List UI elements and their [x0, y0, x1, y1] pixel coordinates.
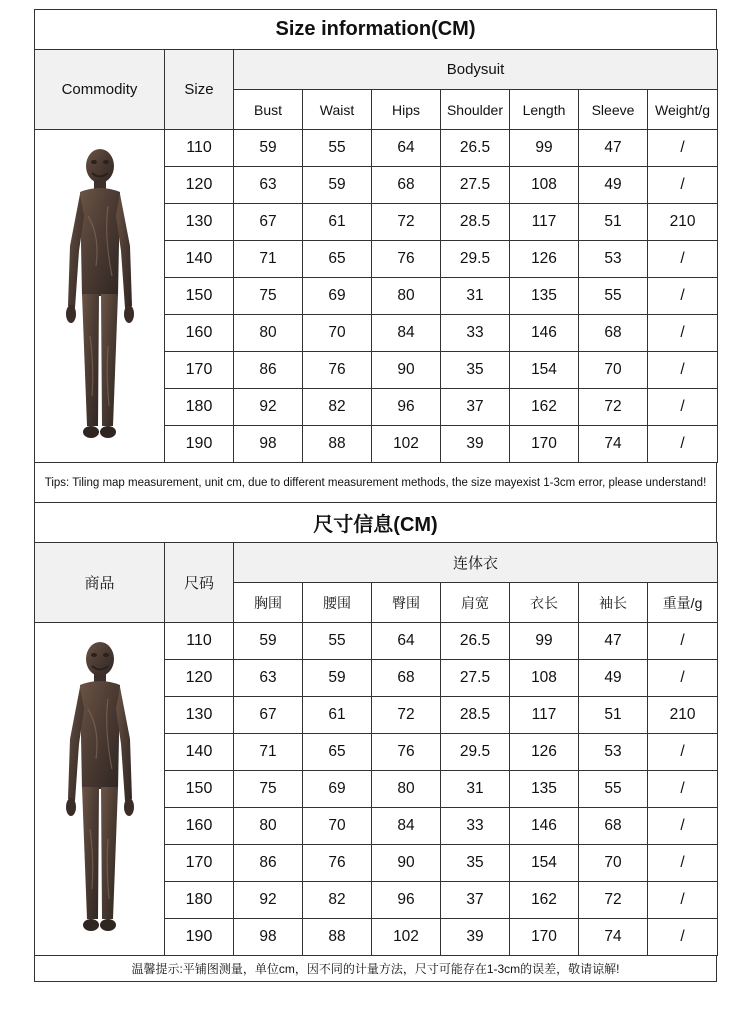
measurement-cell: 75: [234, 278, 303, 315]
measurement-cell: 49: [579, 167, 648, 204]
measurement-cell: 47: [579, 130, 648, 167]
size-cell: 150: [165, 771, 234, 808]
measurement-cell: 80: [372, 771, 441, 808]
measurement-cell: 63: [234, 660, 303, 697]
measurement-cell: 55: [579, 278, 648, 315]
measurement-cell: 74: [579, 426, 648, 463]
column-header: 肩宽: [441, 583, 510, 623]
size-cell: 170: [165, 352, 234, 389]
measurement-cell: 108: [510, 167, 579, 204]
measurement-cell: 33: [441, 808, 510, 845]
column-header: Shoulder: [441, 90, 510, 130]
measurement-cell: /: [648, 167, 718, 204]
measurement-cell: 27.5: [441, 167, 510, 204]
measurement-cell: 76: [303, 845, 372, 882]
measurement-cell: 74: [579, 919, 648, 956]
measurement-cell: 96: [372, 882, 441, 919]
measurement-cell: 51: [579, 697, 648, 734]
measurement-cell: 135: [510, 278, 579, 315]
measurement-cell: 84: [372, 315, 441, 352]
measurement-cell: 88: [303, 919, 372, 956]
commodity-header: 商品: [35, 543, 165, 623]
bodysuit-header: Bodysuit: [234, 50, 718, 90]
measurement-cell: 76: [303, 352, 372, 389]
measurement-cell: 86: [234, 352, 303, 389]
measurement-cell: 90: [372, 352, 441, 389]
measurement-cell: 108: [510, 660, 579, 697]
measurement-cell: 146: [510, 315, 579, 352]
measurement-cell: /: [648, 389, 718, 426]
measurement-cell: 76: [372, 241, 441, 278]
column-header: 腰围: [303, 583, 372, 623]
measurement-cell: /: [648, 919, 718, 956]
measurement-cell: 63: [234, 167, 303, 204]
measurement-cell: 154: [510, 845, 579, 882]
table-row: [35, 623, 718, 660]
measurement-cell: 70: [303, 808, 372, 845]
size-cell: 190: [165, 919, 234, 956]
measurement-cell: 170: [510, 426, 579, 463]
measurement-cell: /: [648, 882, 718, 919]
measurement-cell: 59: [303, 167, 372, 204]
size-cell: 180: [165, 389, 234, 426]
measurement-cell: 84: [372, 808, 441, 845]
measurement-cell: 59: [234, 130, 303, 167]
column-header: Length: [510, 90, 579, 130]
column-header: Sleeve: [579, 90, 648, 130]
size-table: [34, 542, 718, 956]
size-cell: 140: [165, 241, 234, 278]
size-cell: 120: [165, 167, 234, 204]
commodity-header: Commodity: [35, 50, 165, 130]
measurement-cell: 162: [510, 389, 579, 426]
measurement-cell: 70: [579, 352, 648, 389]
column-header: 重量/g: [648, 583, 718, 623]
measurement-cell: 47: [579, 623, 648, 660]
measurement-cell: /: [648, 623, 718, 660]
bodysuit-figure-image: [60, 639, 140, 939]
measurement-cell: 37: [441, 882, 510, 919]
measurement-cell: 59: [234, 623, 303, 660]
measurement-cell: 70: [303, 315, 372, 352]
measurement-cell: 117: [510, 204, 579, 241]
size-table: [34, 49, 718, 463]
column-header: 袖长: [579, 583, 648, 623]
measurement-cell: 65: [303, 241, 372, 278]
measurement-cell: 70: [579, 845, 648, 882]
measurement-cell: 64: [372, 623, 441, 660]
measurement-cell: /: [648, 426, 718, 463]
measurement-cell: 80: [372, 278, 441, 315]
measurement-cell: 49: [579, 660, 648, 697]
measurement-cell: 99: [510, 130, 579, 167]
measurement-cell: 80: [234, 808, 303, 845]
size-cell: 160: [165, 315, 234, 352]
size-cell: 130: [165, 204, 234, 241]
measurement-cell: 35: [441, 845, 510, 882]
measurement-cell: 51: [579, 204, 648, 241]
measurement-cell: 88: [303, 426, 372, 463]
measurement-cell: /: [648, 771, 718, 808]
measurement-cell: 68: [579, 808, 648, 845]
measurement-cell: 65: [303, 734, 372, 771]
measurement-cell: 35: [441, 352, 510, 389]
measurement-cell: 37: [441, 389, 510, 426]
size-cell: 130: [165, 697, 234, 734]
column-header: 胸围: [234, 583, 303, 623]
measurement-cell: 92: [234, 882, 303, 919]
measurement-cell: 31: [441, 278, 510, 315]
measurement-cell: 126: [510, 241, 579, 278]
column-header: 臀围: [372, 583, 441, 623]
size-cell: 180: [165, 882, 234, 919]
measurement-cell: /: [648, 278, 718, 315]
measurement-cell: 53: [579, 241, 648, 278]
measurement-cell: 98: [234, 426, 303, 463]
size-cell: 140: [165, 734, 234, 771]
measurement-cell: /: [648, 130, 718, 167]
measurement-cell: 86: [234, 845, 303, 882]
measurement-cell: 61: [303, 204, 372, 241]
size-sheet-english: [34, 9, 717, 503]
measurement-cell: 26.5: [441, 130, 510, 167]
measurement-cell: 72: [372, 204, 441, 241]
measurement-cell: /: [648, 241, 718, 278]
measurement-cell: 33: [441, 315, 510, 352]
size-cell: 150: [165, 278, 234, 315]
measurement-cell: 162: [510, 882, 579, 919]
measurement-cell: /: [648, 352, 718, 389]
measurement-cell: 39: [441, 919, 510, 956]
measurement-cell: 99: [510, 623, 579, 660]
measurement-cell: 68: [372, 660, 441, 697]
measurement-cell: 26.5: [441, 623, 510, 660]
measurement-cell: 64: [372, 130, 441, 167]
measurement-cell: 61: [303, 697, 372, 734]
measurement-cell: 126: [510, 734, 579, 771]
measurement-cell: 27.5: [441, 660, 510, 697]
product-image-cell: [35, 130, 165, 463]
table-row: [35, 130, 718, 167]
measurement-cell: /: [648, 315, 718, 352]
size-sheet-chinese: [34, 502, 717, 982]
measurement-cell: 72: [579, 389, 648, 426]
measurement-cell: 170: [510, 919, 579, 956]
measurement-cell: 55: [303, 130, 372, 167]
measurement-cell: 69: [303, 771, 372, 808]
size-cell: 110: [165, 130, 234, 167]
measurement-cell: 82: [303, 882, 372, 919]
measurement-cell: 69: [303, 278, 372, 315]
measurement-cell: 92: [234, 389, 303, 426]
measurement-cell: 59: [303, 660, 372, 697]
product-image-cell: [35, 623, 165, 956]
measurement-cell: 68: [372, 167, 441, 204]
measurement-cell: 68: [579, 315, 648, 352]
measurement-tip: 温馨提示:平铺图测量，单位cm，因不同的计量方法，尺寸可能存在1-3cm的误差，敬请谅解!: [34, 956, 717, 982]
measurement-tip: Tips: Tiling map measurement, unit cm, due to different measurement methods, the size mayexist 1-3cm error, please understand!: [34, 463, 717, 503]
column-header: Hips: [372, 90, 441, 130]
measurement-cell: 76: [372, 734, 441, 771]
measurement-cell: 28.5: [441, 697, 510, 734]
measurement-cell: 75: [234, 771, 303, 808]
measurement-cell: /: [648, 845, 718, 882]
measurement-cell: 96: [372, 389, 441, 426]
bodysuit-header: 连体衣: [234, 543, 718, 583]
measurement-cell: 55: [579, 771, 648, 808]
size-header: 尺码: [165, 543, 234, 623]
measurement-cell: 210: [648, 204, 718, 241]
size-cell: 110: [165, 623, 234, 660]
size-cell: 170: [165, 845, 234, 882]
measurement-cell: 71: [234, 734, 303, 771]
measurement-cell: 210: [648, 697, 718, 734]
measurement-cell: 72: [579, 882, 648, 919]
measurement-cell: 39: [441, 426, 510, 463]
measurement-cell: 71: [234, 241, 303, 278]
column-header: Bust: [234, 90, 303, 130]
sheet-title: Size information(CM): [34, 9, 717, 49]
measurement-cell: 135: [510, 771, 579, 808]
measurement-cell: 67: [234, 204, 303, 241]
measurement-cell: 102: [372, 919, 441, 956]
size-header: Size: [165, 50, 234, 130]
measurement-cell: 67: [234, 697, 303, 734]
measurement-cell: 102: [372, 426, 441, 463]
column-header: Waist: [303, 90, 372, 130]
measurement-cell: /: [648, 734, 718, 771]
measurement-cell: 98: [234, 919, 303, 956]
size-cell: 120: [165, 660, 234, 697]
measurement-cell: /: [648, 660, 718, 697]
measurement-cell: 117: [510, 697, 579, 734]
measurement-cell: 28.5: [441, 204, 510, 241]
measurement-cell: 31: [441, 771, 510, 808]
measurement-cell: 29.5: [441, 734, 510, 771]
column-header: 衣长: [510, 583, 579, 623]
measurement-cell: 29.5: [441, 241, 510, 278]
measurement-cell: /: [648, 808, 718, 845]
size-cell: 190: [165, 426, 234, 463]
measurement-cell: 80: [234, 315, 303, 352]
measurement-cell: 55: [303, 623, 372, 660]
measurement-cell: 146: [510, 808, 579, 845]
size-cell: 160: [165, 808, 234, 845]
measurement-cell: 72: [372, 697, 441, 734]
measurement-cell: 154: [510, 352, 579, 389]
sheet-title: 尺寸信息(CM): [34, 502, 717, 542]
measurement-cell: 53: [579, 734, 648, 771]
measurement-cell: 82: [303, 389, 372, 426]
column-header: Weight/g: [648, 90, 718, 130]
measurement-cell: 90: [372, 845, 441, 882]
bodysuit-figure-image: [60, 146, 140, 446]
